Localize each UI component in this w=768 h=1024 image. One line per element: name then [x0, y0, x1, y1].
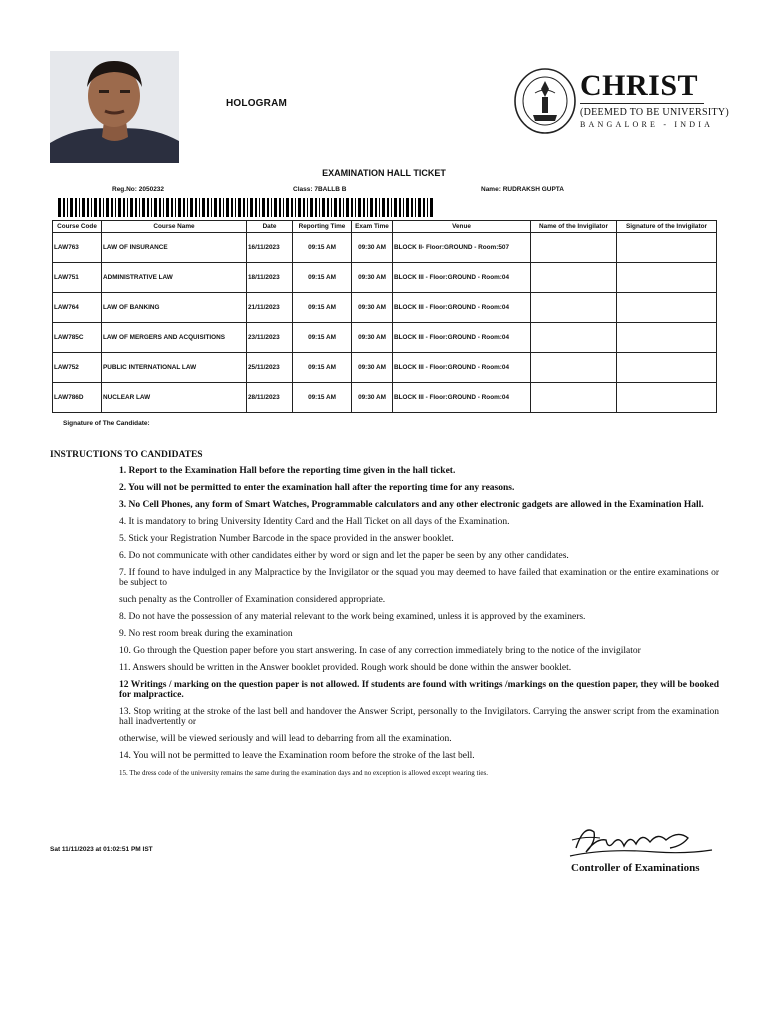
barcode-bar — [199, 198, 200, 217]
barcode-bar — [82, 198, 85, 217]
hologram-label: HOLOGRAM — [226, 98, 288, 109]
reporting-time: 09:15 AM — [293, 383, 352, 413]
instruction-item: 11. Answers should be written in the Answer booklet provided. Rough work should be done within the answer booklet. — [119, 663, 572, 673]
barcode-bar — [310, 198, 313, 217]
venue: BLOCK III - Floor:GROUND - Room:04 — [393, 323, 531, 353]
reg-no-value: 2050232 — [138, 186, 165, 193]
course-name: LAW OF MERGERS AND ACQUISITIONS — [102, 323, 247, 353]
instruction-item: 9. No rest room break during the examination — [119, 629, 293, 639]
barcode-bar — [106, 198, 109, 217]
barcode-bar — [247, 198, 248, 217]
barcode-bar — [370, 198, 373, 217]
exam-date: 18/11/2023 — [247, 263, 293, 293]
course-name: ADMINISTRATIVE LAW — [102, 263, 247, 293]
venue: BLOCK III - Floor:GROUND - Room:04 — [393, 263, 531, 293]
barcode-bar — [406, 198, 409, 217]
barcode-bar — [411, 198, 413, 217]
col-header-course-code: Course Code — [53, 221, 102, 233]
university-city: BANGALORE - INDIA — [580, 120, 714, 129]
instructions-list — [119, 466, 719, 785]
barcode-bar — [70, 198, 73, 217]
exam-time: 09:30 AM — [352, 353, 393, 383]
barcode-bar — [295, 198, 296, 217]
barcode-bar — [67, 198, 68, 217]
venue: BLOCK II- Floor:GROUND - Room:507 — [393, 233, 531, 263]
instruction-item: 2. You will not be permitted to enter the examination hall after the reporting time for any reasons. — [119, 483, 515, 493]
course-code: LAW785C — [53, 323, 102, 353]
barcode-bar — [403, 198, 404, 217]
invigilator-signature — [617, 353, 717, 383]
col-header-course-name: Course Name — [102, 221, 247, 233]
table-row — [53, 263, 717, 293]
exam-date: 21/11/2023 — [247, 293, 293, 323]
barcode-bar — [231, 198, 233, 217]
barcode-bar — [286, 198, 289, 217]
candidate-photo — [50, 51, 179, 163]
barcode-bar — [415, 198, 416, 217]
barcode-bar — [319, 198, 320, 217]
barcode-bar — [346, 198, 349, 217]
instruction-item: 1. Report to the Examination Hall before the reporting time given in the hall ticket. — [119, 466, 456, 476]
barcode-bar — [399, 198, 401, 217]
barcode-bar — [255, 198, 257, 217]
class-info — [293, 186, 346, 193]
table-header-row — [53, 221, 717, 233]
course-name: LAW OF INSURANCE — [102, 233, 247, 263]
barcode-bar — [291, 198, 293, 217]
col-header-invigilator-name: Name of the Invigilator — [531, 221, 617, 233]
col-header-reporting-time: Reporting Time — [293, 221, 352, 233]
barcode-bar — [123, 198, 125, 217]
venue: BLOCK III - Floor:GROUND - Room:04 — [393, 353, 531, 383]
barcode-bar — [207, 198, 209, 217]
barcode-bar — [274, 198, 277, 217]
course-name: NUCLEAR LAW — [102, 383, 247, 413]
col-header-venue: Venue — [393, 221, 531, 233]
barcode-bar — [130, 198, 133, 217]
barcode-bar — [387, 198, 389, 217]
barcode-bar — [63, 198, 65, 217]
barcode-bar — [163, 198, 164, 217]
instruction-item: 6. Do not communicate with other candidates either by word or sign and let the paper be seen by any other candidates. — [119, 551, 569, 561]
barcode-bar — [375, 198, 377, 217]
barcode-bar — [118, 198, 121, 217]
class-value: 7BALLB B — [314, 186, 347, 193]
name-label: Name: — [481, 186, 501, 193]
university-subtitle: (DEEMED TO BE UNIVERSITY) — [580, 107, 730, 118]
invigilator-name — [531, 353, 617, 383]
barcode-bar — [195, 198, 197, 217]
barcode-bar — [171, 198, 173, 217]
barcode-bar — [283, 198, 284, 217]
invigilator-name — [531, 263, 617, 293]
instruction-item: 15. The dress code of the university remains the same during the examination days and no exception is allowed except wearing ties. — [119, 769, 489, 777]
exam-time: 09:30 AM — [352, 383, 393, 413]
barcode-bar — [298, 198, 301, 217]
barcode-bar — [379, 198, 380, 217]
barcode-bar — [99, 198, 101, 217]
exam-time: 09:30 AM — [352, 233, 393, 263]
barcode-bar — [334, 198, 337, 217]
barcode-bar — [183, 198, 185, 217]
invigilator-signature — [617, 323, 717, 353]
barcode-bar — [142, 198, 145, 217]
exam-date: 28/11/2023 — [247, 383, 293, 413]
barcode-bar — [226, 198, 229, 217]
exam-time: 09:30 AM — [352, 323, 393, 353]
barcode-bar — [327, 198, 329, 217]
instruction-item: 12 Writings / marking on the question paper is not allowed. If students are found with writings /markings on the question paper, they will be booked for malpractice. — [119, 680, 719, 700]
barcode-bar — [79, 198, 80, 217]
course-code: LAW751 — [53, 263, 102, 293]
instruction-item: 4. It is mandatory to bring University Identity Card and the Hall Ticket on all days of the Examination. — [119, 517, 510, 527]
barcode-bar — [166, 198, 169, 217]
barcode-bar — [271, 198, 272, 217]
invigilator-signature — [617, 293, 717, 323]
barcode-bar — [382, 198, 385, 217]
instruction-item: 5. Stick your Registration Number Barcode in the space provided in the answer booklet. — [119, 534, 454, 544]
registration-barcode — [58, 198, 436, 217]
barcode-bar — [267, 198, 269, 217]
barcode-bar — [202, 198, 205, 217]
reporting-time: 09:15 AM — [293, 293, 352, 323]
instruction-item: 8. Do not have the possession of any material relevant to the work being examined, unless it is approved by the examiners. — [119, 612, 586, 622]
barcode-bar — [154, 198, 157, 217]
barcode-bar — [423, 198, 425, 217]
name-value: RUDRAKSH GUPTA — [502, 186, 564, 193]
barcode-bar — [58, 198, 61, 217]
barcode-bar — [223, 198, 224, 217]
col-header-date: Date — [247, 221, 293, 233]
university-name: CHRIST — [580, 69, 699, 102]
barcode-bar — [339, 198, 341, 217]
course-name: LAW OF BANKING — [102, 293, 247, 323]
exam-schedule-table — [52, 220, 717, 413]
invigilator-signature — [617, 383, 717, 413]
class-label: Class: — [293, 186, 313, 193]
barcode-bar — [135, 198, 137, 217]
barcode-bar — [331, 198, 332, 217]
barcode-bar — [103, 198, 104, 217]
barcode-bar — [94, 198, 97, 217]
col-header-exam-time: Exam Time — [352, 221, 393, 233]
exam-time: 09:30 AM — [352, 263, 393, 293]
reporting-time: 09:15 AM — [293, 263, 352, 293]
barcode-bar — [363, 198, 365, 217]
instruction-item: 13. Stop writing at the stroke of the last bell and handover the Answer Script, personally to the Invigilators. Carrying the answer script from the examination hall inadvertently or — [119, 707, 719, 727]
barcode-bar — [250, 198, 253, 217]
invigilator-name — [531, 383, 617, 413]
barcode-bar — [178, 198, 181, 217]
barcode-bar — [307, 198, 308, 217]
exam-time: 09:30 AM — [352, 293, 393, 323]
barcode-bar — [187, 198, 188, 217]
barcode-bar — [427, 198, 428, 217]
barcode-bar — [394, 198, 397, 217]
university-seal-icon — [513, 67, 577, 135]
venue: BLOCK III - Floor:GROUND - Room:04 — [393, 383, 531, 413]
controller-signature-icon — [566, 818, 716, 864]
barcode-bar — [303, 198, 305, 217]
exam-date: 16/11/2023 — [247, 233, 293, 263]
barcode-bar — [367, 198, 368, 217]
course-code: LAW763 — [53, 233, 102, 263]
barcode-bar — [351, 198, 353, 217]
barcode-bar — [214, 198, 217, 217]
barcode-bar — [418, 198, 421, 217]
barcode-bar — [243, 198, 245, 217]
table-row — [53, 353, 717, 383]
invigilator-signature — [617, 233, 717, 263]
table-row — [53, 233, 717, 263]
ticket-title: EXAMINATION HALL TICKET — [322, 168, 446, 178]
course-name: PUBLIC INTERNATIONAL LAW — [102, 353, 247, 383]
candidate-name — [481, 186, 564, 193]
barcode-bar — [430, 198, 433, 217]
barcode-bar — [358, 198, 361, 217]
barcode-bar — [190, 198, 193, 217]
course-code: LAW786D — [53, 383, 102, 413]
instruction-item: otherwise, will be viewed seriously and will lead to debarring from all the examination. — [119, 734, 452, 744]
barcode-bar — [87, 198, 89, 217]
print-timestamp: Sat 11/11/2023 at 01:02:51 PM IST — [50, 846, 153, 853]
barcode-bar — [115, 198, 116, 217]
reg-no — [112, 186, 164, 193]
barcode-bar — [75, 198, 77, 217]
table-row — [53, 323, 717, 353]
instructions-heading: INSTRUCTIONS TO CANDIDATES — [50, 450, 203, 460]
barcode-bar — [139, 198, 140, 217]
reporting-time: 09:15 AM — [293, 233, 352, 263]
course-code: LAW764 — [53, 293, 102, 323]
barcode-bar — [159, 198, 161, 217]
venue: BLOCK III - Floor:GROUND - Room:04 — [393, 293, 531, 323]
invigilator-name — [531, 323, 617, 353]
exam-date: 23/11/2023 — [247, 323, 293, 353]
candidate-signature-label: Signature of The Candidate: — [63, 420, 150, 427]
barcode-bar — [355, 198, 356, 217]
barcode-bar — [391, 198, 392, 217]
barcode-bar — [211, 198, 212, 217]
instruction-item: 3. No Cell Phones, any form of Smart Watches, Programmable calculators and any other electronic gadgets are allowed in the Examination Hall. — [119, 500, 704, 510]
barcode-bar — [343, 198, 344, 217]
barcode-bar — [322, 198, 325, 217]
instruction-item: 14. You will not be permitted to leave the Examination room before the stroke of the last bell. — [119, 751, 475, 761]
barcode-bar — [151, 198, 152, 217]
reporting-time: 09:15 AM — [293, 323, 352, 353]
table-row — [53, 293, 717, 323]
barcode-bar — [175, 198, 176, 217]
invigilator-name — [531, 293, 617, 323]
invigilator-signature — [617, 263, 717, 293]
barcode-bar — [91, 198, 92, 217]
instruction-item: such penalty as the Controller of Examination considered appropriate. — [119, 595, 386, 605]
logo-rule — [580, 103, 704, 104]
barcode-bar — [238, 198, 241, 217]
barcode-bar — [111, 198, 113, 217]
invigilator-name — [531, 233, 617, 263]
barcode-bar — [235, 198, 236, 217]
controller-label: Controller of Examinations — [571, 862, 700, 874]
reporting-time: 09:15 AM — [293, 353, 352, 383]
barcode-bar — [147, 198, 149, 217]
barcode-bar — [219, 198, 221, 217]
exam-date: 25/11/2023 — [247, 353, 293, 383]
reg-no-label: Reg.No: — [112, 186, 137, 193]
barcode-bar — [315, 198, 317, 217]
instruction-item: 10. Go through the Question paper before you start answering. In case of any correction immediately bring to the notice of the invigilator — [119, 646, 641, 656]
barcode-bar — [127, 198, 128, 217]
instruction-item: 7. If found to have indulged in any Malpractice by the Invigilator or the squad you may deemed to have failed that examination or the entire examinations or be subject to — [119, 568, 719, 588]
barcode-bar — [259, 198, 260, 217]
barcode-bar — [262, 198, 265, 217]
col-header-invigilator-signature: Signature of the Invigilator — [617, 221, 717, 233]
barcode-bar — [279, 198, 281, 217]
course-code: LAW752 — [53, 353, 102, 383]
table-row — [53, 383, 717, 413]
